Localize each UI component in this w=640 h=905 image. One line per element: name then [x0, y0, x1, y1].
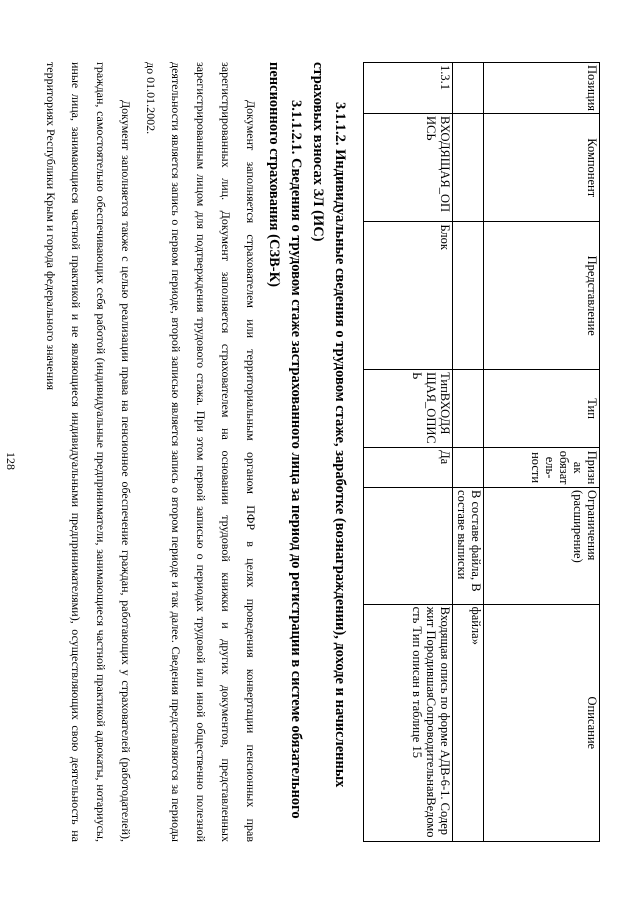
cell-component: [453, 114, 484, 222]
section-number: 3.1.1.2.: [332, 102, 348, 146]
cell-type: [453, 370, 484, 448]
table-row: [453, 63, 484, 842]
cell-representation: [453, 222, 484, 370]
cell-restriction: В составе файла, В составе выписки: [453, 488, 484, 605]
header-description: Описание: [484, 604, 600, 841]
cell-restriction: [364, 488, 453, 605]
subsection-title: Сведения о трудовом стаже застрахованного лица за период до регистрации в системе обязательного пенсионного страхования (СЗВ-К): [266, 62, 304, 819]
cell-position: 1.3.1: [364, 63, 453, 114]
page-number: 128: [4, 452, 18, 470]
header-required: Призн ак обязат ель- ности: [484, 448, 600, 488]
cell-component: ВХОДЯЩАЯ_ОПИСЬ: [364, 114, 453, 222]
header-position: Позиция: [484, 63, 600, 114]
components-table: [363, 62, 600, 842]
cell-representation: Блок: [364, 222, 453, 370]
cell-required: [453, 448, 484, 488]
cell-required: Да: [364, 448, 453, 488]
subsection-heading: [263, 62, 307, 842]
subsection-number: 3.1.1.2.1.: [288, 100, 304, 155]
cell-description: файла»: [453, 604, 484, 841]
cell-description: Входящая опись по форме АДВ-6-1. Содержит ПородившаяСопроводительнаяВедомость Тип описан в таблице 15: [364, 604, 453, 841]
table-header-row: [484, 63, 600, 842]
header-component: Компонент: [484, 114, 600, 222]
rotated-page-content: [44, 62, 600, 842]
section-title: Индивидуальные сведения о трудовом стаже, заработке (вознаграждении), доходе и начисленных страховых взносах ЗЛ (ИС): [310, 62, 348, 788]
paragraph: Документ заполняется также с целью реализации права на пенсионное обеспечение граждан, работающих у страхователей (работодателей), граждан, самостоятельно обеспечивающих себя работой (индивидуальные предприниматели, занимающиеся частной практикой адвокаты, нотариусы, иные лица, занимающиеся частной практикой и не являющиеся индивидуальными предпринимателями), осуществляющих свою деятельность на территориях Республики Крым и города федерального значения: [44, 62, 133, 842]
cell-position: [453, 63, 484, 114]
paragraph: Документ заполняется страхователем или территориальным органом ПФР в целях проведения конвертации пенсионных прав зарегистрированных лиц. Документ заполняется страхователем на основании трудовой книжки и других документов, представленных зарегистрированным лицом для подтверждения трудового стажа. При этом первой записью о периодах трудовой или иной общественно полезной деятельности является запись о первом периоде, второй записью является запись о втором периоде и так далее. Сведения представляются за периоды до 01.01.2002.: [144, 62, 258, 842]
header-type: Тип: [484, 370, 600, 448]
cell-type: ТипВХОДЯЩАЯ_ОПИСЬ: [364, 370, 453, 448]
header-restriction: Ограничения (расширение): [484, 488, 600, 605]
table-row: [364, 63, 453, 842]
header-representation: Представление: [484, 222, 600, 370]
section-heading: [307, 62, 351, 842]
